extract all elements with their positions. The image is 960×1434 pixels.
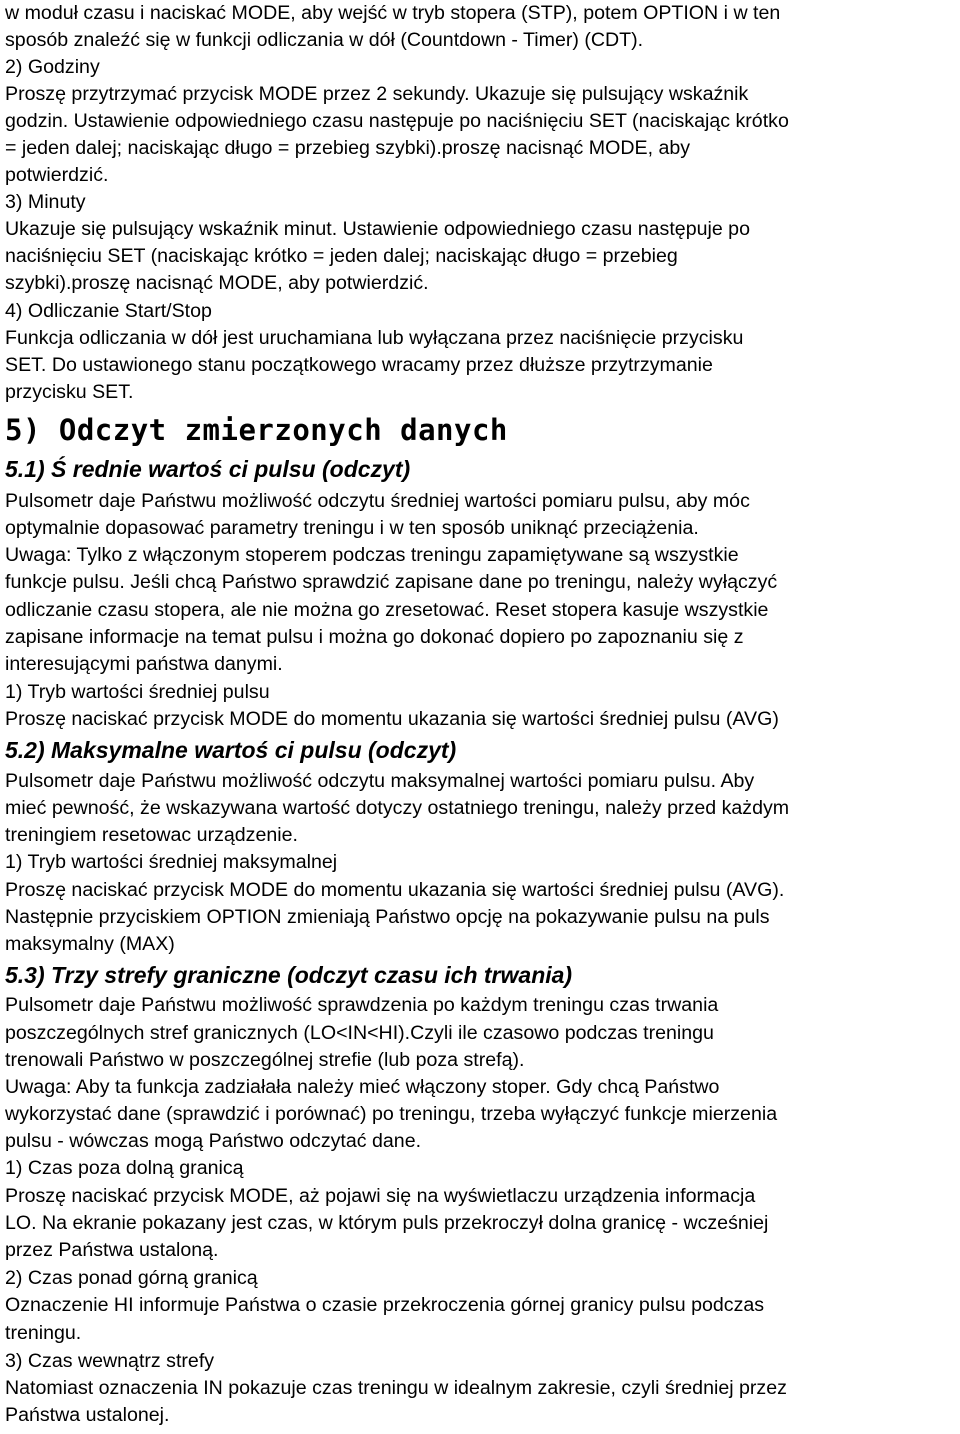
text-line: Funkcja odliczania w dół jest uruchamiana lub wyłączana przez naciśnięcie przycisku: [5, 327, 744, 349]
subsection-heading: 5.3) Trzy strefy graniczne (odczyt czasu ich trwania): [5, 962, 573, 988]
text-line: Uwaga: Aby ta funkcja zadziałała należy mieć włączony stoper. Gdy chcą Państwo: [5, 1076, 720, 1098]
text-line: trenowali Państwo w poszczególnej strefie (lub poza strefą).: [5, 1049, 525, 1071]
text-line: maksymalny (MAX): [5, 933, 175, 955]
text-line: Pulsometr daje Państwu możliwość sprawdzenia po każdym treningu czas trwania: [5, 994, 719, 1016]
text-line: Pulsometr daje Państwu możliwość odczytu średniej wartości pomiaru pulsu, aby móc: [5, 490, 750, 512]
text-line: Uwaga: Tylko z włączonym stoperem podczas treningu zapamiętywane są wszystkie: [5, 544, 739, 566]
section-heading: 4) Odliczanie Start/Stop: [5, 300, 212, 322]
text-line: funkcje pulsu. Jeśli chcą Państwo sprawdzić zapisane dane po treningu, należy wyłączyć: [5, 571, 778, 593]
section-heading: 1) Czas poza dolną granicą: [5, 1157, 244, 1179]
text-line: SET. Do ustawionego stanu początkowego wracamy przez dłuższe przytrzymanie: [5, 354, 713, 376]
section-heading: 2) Godziny: [5, 56, 100, 78]
text-line: LO. Na ekranie pokazany jest czas, w którym puls przekroczył dolna granicę - wcześniej: [5, 1212, 769, 1234]
text-line: poszczególnych stref granicznych (LO<IN<HI).Czyli ile czasowo podczas treningu: [5, 1022, 714, 1044]
text-line: zapisane informacje na temat pulsu i można go dokonać dopiero po zapoznaniu się z: [5, 626, 744, 648]
text-line: Proszę naciskać przycisk MODE do momentu ukazania się wartości średniej pulsu (AVG): [5, 708, 779, 730]
text-line: Proszę przytrzymać przycisk MODE przez 2 sekundy. Ukazuje się pulsujący wskaźnik: [5, 83, 749, 105]
section-heading: 1) Tryb wartości średniej maksymalnej: [5, 851, 338, 873]
text-line: Pulsometr daje Państwu możliwość odczytu maksymalnej wartości pomiaru pulsu. Aby: [5, 770, 755, 792]
text-line: treningu.: [5, 1322, 82, 1344]
text-line: naciśnięciu SET (naciskając krótko = jeden dalej; naciskając długo = przebieg: [5, 245, 678, 267]
text-line: godzin. Ustawienie odpowiedniego czasu następuje po naciśnięciu SET (naciskając krótko: [5, 110, 789, 132]
text-line: szybki).proszę nacisnąć MODE, aby potwierdzić.: [5, 272, 429, 294]
subsection-heading: 5.2) Maksymalne wartoś ci pulsu (odczyt): [5, 737, 457, 763]
text-line: optymalnie dopasować parametry treningu i w ten sposób uniknąć przeciążenia.: [5, 517, 699, 539]
section-heading: 1) Tryb wartości średniej pulsu: [5, 681, 270, 703]
text-line: wykorzystać dane (sprawdzić i porównać) po treningu, trzeba wyłączyć funkcje mierzenia: [5, 1103, 778, 1125]
text-line: w moduł czasu i naciskać MODE, aby wejść w tryb stopera (STP), potem OPTION i w ten: [5, 2, 781, 24]
text-line: Proszę naciskać przycisk MODE do momentu ukazania się wartości średniej pulsu (AVG).: [5, 879, 785, 901]
text-line: sposób znaleźć się w funkcji odliczania w dół (Countdown - Timer) (CDT).: [5, 29, 644, 51]
text-line: Ukazuje się pulsujący wskaźnik minut. Ustawienie odpowiedniego czasu następuje po: [5, 218, 750, 240]
text-line: = jeden dalej; naciskając długo = przebieg szybki).proszę nacisnąć MODE, aby: [5, 137, 691, 159]
text-line: potwierdzić.: [5, 164, 109, 186]
chapter-heading: 5) Odczyt zmierzonych danych: [5, 413, 508, 447]
text-line: Następnie przyciskiem OPTION zmieniają Państwo opcję na pokazywanie pulsu na puls: [5, 906, 770, 928]
section-heading: 3) Minuty: [5, 191, 86, 213]
section-heading: 2) Czas ponad górną granicą: [5, 1267, 258, 1289]
text-line: Proszę naciskać przycisk MODE, aż pojawi się na wyświetlaczu urządzenia informacja: [5, 1185, 756, 1207]
text-line: przez Państwa ustaloną.: [5, 1239, 219, 1261]
text-line: Oznaczenie HI informuje Państwa o czasie przekroczenia górnej granicy pulsu podczas: [5, 1294, 765, 1316]
text-line: treningiem resetowac urządzenie.: [5, 824, 298, 846]
text-line: interesującymi państwa danymi.: [5, 653, 283, 675]
text-line: pulsu - wówczas mogą Państwo odczytać dane.: [5, 1130, 422, 1152]
text-line: przycisku SET.: [5, 381, 134, 403]
subsection-heading: 5.1) Ś rednie wartoś ci pulsu (odczyt): [5, 456, 411, 482]
text-line: odliczanie czasu stopera, ale nie można go zresetować. Reset stopera kasuje wszystkie: [5, 599, 769, 621]
text-line: mieć pewność, że wskazywana wartość dotyczy ostatniego treningu, należy przed każdym: [5, 797, 790, 819]
text-line: Natomiast oznaczenia IN pokazuje czas treningu w idealnym zakresie, czyli średniej przez: [5, 1377, 787, 1399]
text-line: Państwa ustalonej.: [5, 1404, 170, 1426]
section-heading: 3) Czas wewnątrz strefy: [5, 1350, 215, 1372]
